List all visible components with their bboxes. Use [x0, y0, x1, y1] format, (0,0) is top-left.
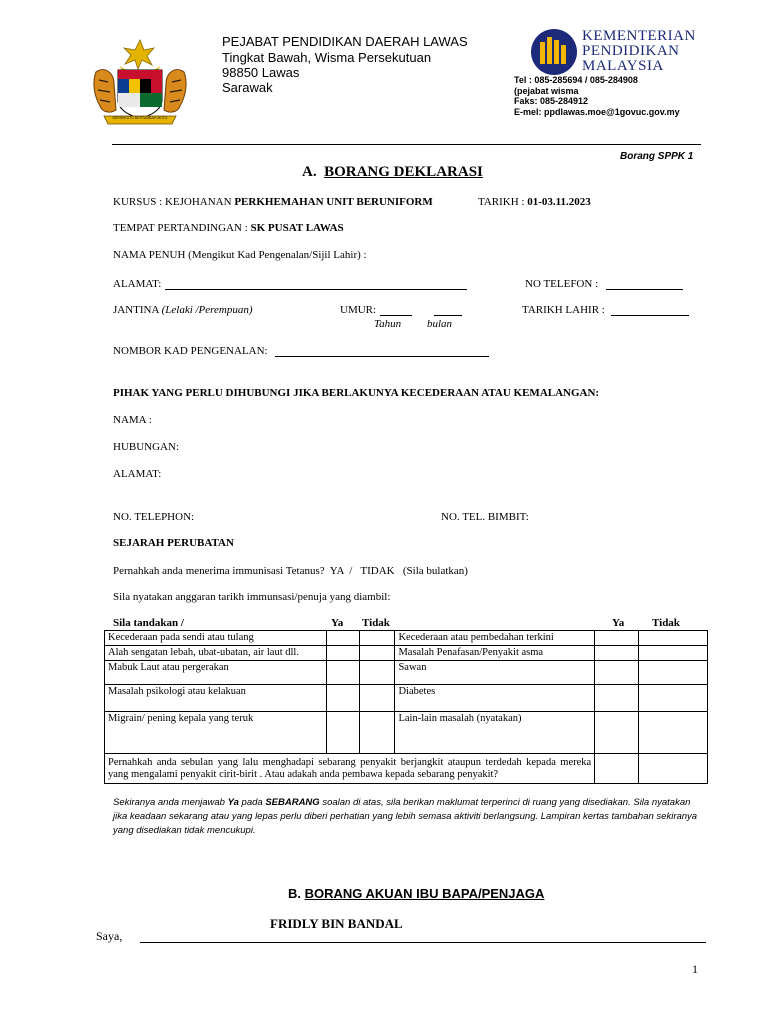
ya-checkbox[interactable] [595, 754, 639, 784]
page-number: 1 [692, 962, 698, 976]
tidak-checkbox[interactable] [639, 712, 708, 754]
table-row [105, 661, 708, 685]
col-ya-left: Ya [331, 617, 344, 629]
medical-checklist-table [104, 630, 708, 784]
condition-label: Masalah psikologi atau kelakuan [105, 685, 327, 712]
table-row [105, 712, 708, 754]
jantina-options: (Lelaki /Perempuan) [161, 304, 253, 316]
tarikh-lahir-field[interactable] [611, 315, 689, 316]
note-sebarang: SEBARANG [265, 797, 320, 808]
section-a-prefix: A. [302, 164, 317, 180]
header-divider [112, 144, 701, 145]
umur-bulan-field[interactable] [434, 315, 462, 316]
condition-label: Lain-lain masalah (nyatakan) [395, 712, 595, 754]
note-ya: Ya [227, 797, 239, 808]
bulan-caption: bulan [427, 318, 453, 330]
table-instruction: Sila tandakan / [113, 617, 184, 629]
note-part-2: pada [238, 797, 266, 808]
kursus-label: KURSUS : KEJOHANAN [113, 196, 235, 208]
tidak-checkbox[interactable] [359, 712, 395, 754]
condition-label: Alah sengatan lebah, ubat-ubatan, air laut dll. [105, 646, 327, 661]
tarikh-label: TARIKH : [478, 196, 528, 208]
tempat-row [113, 222, 344, 234]
ya-checkbox[interactable] [326, 631, 359, 646]
table-row [105, 631, 708, 646]
ministry-name-line2: PENDIDIKAN [582, 43, 680, 59]
umur-tahun-field[interactable] [380, 315, 412, 316]
crest-motto: BERSEKUTU BERTAMBAH MUTU [112, 116, 168, 120]
tidak-checkbox[interactable] [359, 661, 395, 685]
nama-penuh-label: NAMA PENUH (Mengikut Kad Pengenalan/Sijil Lahir) : [113, 249, 367, 261]
tarikh-row [478, 196, 591, 208]
saya-label: Saya, [96, 929, 123, 943]
col-tidak-right: Tidak [652, 617, 680, 629]
nombor-kp-field[interactable] [275, 356, 489, 357]
condition-label: Mabuk Laut atau pergerakan [105, 661, 327, 685]
tidak-checkbox[interactable] [639, 685, 708, 712]
emergency-nama-label: NAMA : [113, 414, 152, 426]
office-name: PEJABAT PENDIDIKAN DAERAH LAWAS [222, 34, 468, 49]
office-address-line2: 98850 Lawas [222, 65, 300, 80]
emergency-alamat-label: ALAMAT: [113, 468, 162, 480]
tahun-caption: Tahun [374, 318, 402, 330]
condition-label: Kecederaan atau pembedahan terkini [395, 631, 595, 646]
office-address-line3: Sarawak [222, 80, 273, 95]
contact-tel-note: (pejabat wisma [514, 86, 579, 96]
condition-label: Sawan [395, 661, 595, 685]
note-part-1: Sekiranya anda menjawab [113, 797, 228, 808]
no-telefon-label: NO TELEFON : [525, 278, 599, 290]
ya-checkbox[interactable] [326, 646, 359, 661]
declarant-name: FRIDLY BIN BANDAL [270, 916, 403, 931]
kursus-row [113, 196, 433, 208]
table-row [105, 685, 708, 712]
declarant-name-field[interactable] [140, 942, 706, 943]
ya-checkbox[interactable] [595, 631, 639, 646]
jantina-row [113, 304, 253, 316]
ya-checkbox[interactable] [595, 661, 639, 685]
contagious-question: Pernahkah anda sebulan yang lalu menghadapi sebarang penyakit berjangkit ataupun terdedah kepada mereka yang mengalami penyakit cirit-birit . Atau adakah anda pembawa kepada sebarang penyakit? [105, 754, 595, 784]
contact-email: E-mel: ppdlawas.moe@1govuc.gov.my [514, 107, 680, 117]
medical-heading: SEJARAH PERUBATAN [113, 537, 234, 549]
ya-checkbox[interactable] [326, 661, 359, 685]
ya-checkbox[interactable] [595, 712, 639, 754]
coat-of-arms-logo [90, 38, 190, 128]
table-row [105, 646, 708, 661]
office-address-line1: Tingkat Bawah, Wisma Persekutuan [222, 50, 432, 65]
contact-fax: Faks: 085-284912 [514, 96, 589, 106]
col-tidak-left: Tidak [362, 617, 390, 629]
alamat-field[interactable] [165, 289, 467, 290]
tidak-checkbox[interactable] [639, 661, 708, 685]
condition-label: Migrain/ pening kepala yang teruk [105, 712, 327, 754]
condition-label: Diabetes [395, 685, 595, 712]
contact-tel: Tel : 085-285694 / 085-284908 [514, 75, 638, 85]
section-b-prefix: B. [288, 886, 301, 901]
section-b-title-text: BORANG AKUAN IBU BAPA/PENJAGA [304, 886, 545, 901]
ministry-logo [530, 28, 578, 76]
tidak-checkbox[interactable] [359, 646, 395, 661]
nombor-kp-label: NOMBOR KAD PENGENALAN: [113, 345, 268, 357]
ya-checkbox[interactable] [326, 712, 359, 754]
alamat-label: ALAMAT: [113, 278, 162, 290]
ya-checkbox[interactable] [595, 646, 639, 661]
no-telefon-field[interactable] [606, 289, 683, 290]
tidak-checkbox[interactable] [639, 631, 708, 646]
section-b-title [288, 886, 544, 901]
tidak-checkbox[interactable] [639, 754, 708, 784]
tetanus-question: Pernahkah anda menerima immunisasi Tetanus? YA / TIDAK (Sila bulatkan) [113, 565, 468, 577]
note-part-3: soalan di atas, sila berikan maklumat terperinci di ruang yang disediakan. Sila nyatakan jika keadaan sekarang atau yang lepas perlu diberi perhatian yang lebih semasa aktiviti berlangsung. Lampiran kertas tambahan sekiranya yang disediakan tidak mencukupi. [113, 797, 698, 836]
jantina-label: JANTINA [113, 304, 162, 316]
condition-label: Masalah Penafasan/Penyakit asma [395, 646, 595, 661]
tidak-checkbox[interactable] [359, 631, 395, 646]
umur-label: UMUR: [340, 304, 377, 316]
tarikh-value: 01-03.11.2023 [527, 196, 591, 208]
tidak-checkbox[interactable] [359, 685, 395, 712]
section-a-title-text: BORANG DEKLARASI [324, 164, 483, 180]
ministry-name-line3: MALAYSIA [582, 58, 664, 74]
section-a-title [302, 164, 483, 181]
table-row [105, 754, 708, 784]
ya-checkbox[interactable] [595, 685, 639, 712]
tidak-checkbox[interactable] [639, 646, 708, 661]
ya-checkbox[interactable] [326, 685, 359, 712]
kursus-value: PERKHEMAHAN UNIT BERUNIFORM [234, 196, 433, 208]
ministry-name-line1: KEMENTERIAN [582, 28, 696, 44]
emergency-tel-bimbit-label: NO. TEL. BIMBIT: [441, 511, 529, 523]
col-ya-right: Ya [612, 617, 625, 629]
immunisation-date-question: Sila nyatakan anggaran tarikh immunsasi/penuja yang diambil: [113, 591, 391, 603]
condition-label: Kecederaan pada sendi atau tulang [105, 631, 327, 646]
form-code: Borang SPPK 1 [620, 151, 694, 162]
tempat-value: SK PUSAT LAWAS [250, 222, 344, 234]
instructions-note [113, 796, 705, 838]
emergency-hubungan-label: HUBUNGAN: [113, 441, 179, 453]
tarikh-lahir-label: TARIKH LAHIR : [522, 304, 605, 316]
emergency-telephon-label: NO. TELEPHON: [113, 511, 195, 523]
emergency-heading: PIHAK YANG PERLU DIHUBUNGI JIKA BERLAKUNYA KECEDERAAN ATAU KEMALANGAN: [113, 387, 600, 399]
tempat-label: TEMPAT PERTANDINGAN : [113, 222, 251, 234]
